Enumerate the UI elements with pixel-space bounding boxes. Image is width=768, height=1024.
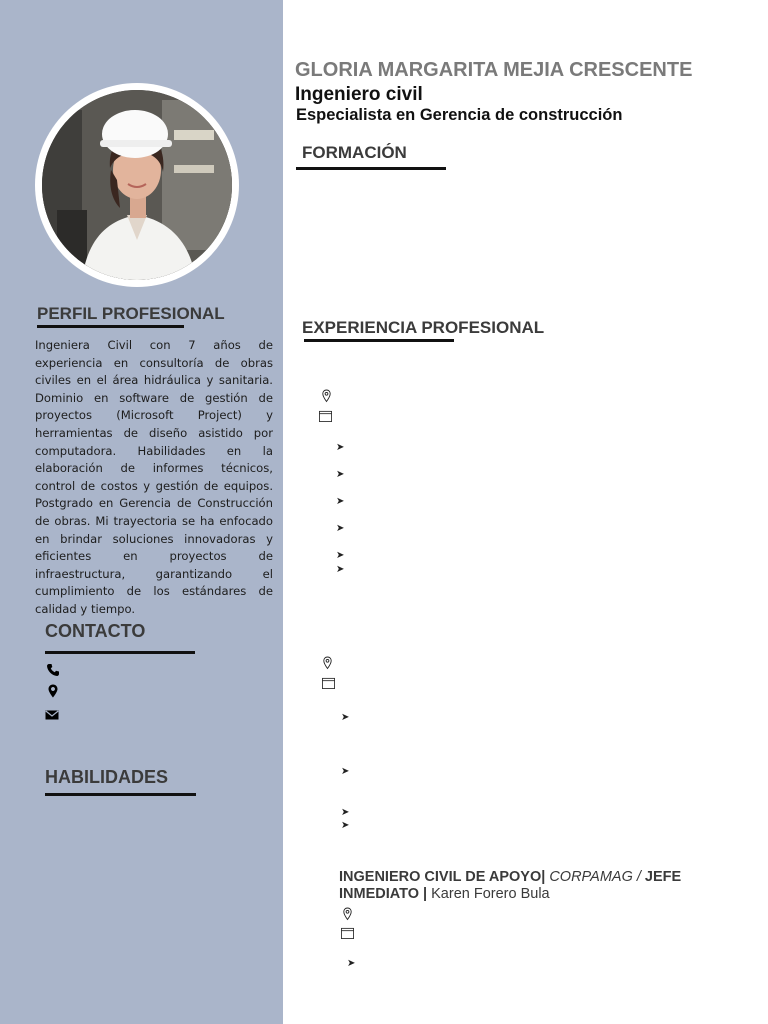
bullet-arrow-icon: ➤ [341, 807, 350, 818]
skills-heading: HABILIDADES [45, 767, 169, 787]
job-boss-label: JEFE INMEDIATO | [339, 869, 682, 902]
bullet-arrow-icon: ➤ [347, 958, 356, 969]
location-pin-icon [321, 656, 334, 670]
profile-photo [42, 90, 232, 280]
calendar-icon [341, 926, 354, 940]
education-heading: FORMACIÓN [302, 143, 407, 162]
profile-summary: Ingeniera Civil con 7 años de experiencia en consultoría de obras civiles en el área hidráulica y sanitaria. Dominio en software de gestión de proyectos (Microsoft Project) y herramientas de diseño asistido por computadora. Habilidades en la elaboración de informes técnicos, control de costos y gestión de equipos. Postgrado en Gerencia de Construcción de obras. Mi trayectoria se ha enfocado en brindar soluciones innovadoras y eficientes en proyectos de infraestructura, garantizando el cumplimiento de los estándares de calidad y tiempo. [35, 338, 273, 616]
phone-icon [46, 663, 60, 677]
job-role: INGENIERO CIVIL DE APOYO| [339, 869, 546, 885]
skills-heading-rule [45, 793, 196, 796]
job-company: CORPAMAG / [545, 869, 641, 885]
candidate-name: GLORIA MARGARITA MEJIA CRESCENTE [295, 59, 693, 81]
experience-heading: EXPERIENCIA PROFESIONAL [302, 318, 545, 337]
education-heading-rule [296, 167, 446, 170]
profile-heading-rule [37, 325, 184, 328]
location-pin-icon [341, 907, 354, 921]
bullet-arrow-icon: ➤ [336, 564, 345, 575]
profile-photo-illustration [42, 90, 232, 280]
profile-heading: PERFIL PROFESIONAL [37, 304, 225, 323]
experience-heading-rule [304, 339, 454, 342]
specialty-title: Especialista en Gerencia de construcción [296, 106, 623, 124]
contact-heading-rule [45, 651, 195, 654]
bullet-arrow-icon: ➤ [336, 469, 345, 480]
job-title: Ingeniero civil [295, 84, 423, 105]
location-pin-icon [320, 389, 333, 403]
bullet-arrow-icon: ➤ [336, 523, 345, 534]
contact-heading: CONTACTO [45, 621, 146, 641]
location-pin-icon [46, 684, 60, 698]
job-boss-name: Karen Forero Bula [427, 885, 550, 902]
calendar-icon [322, 676, 335, 690]
bullet-arrow-icon: ➤ [336, 442, 345, 453]
bullet-arrow-icon: ➤ [336, 496, 345, 507]
job-entry-header [339, 869, 729, 902]
bullet-arrow-icon: ➤ [341, 766, 350, 777]
calendar-icon [319, 409, 332, 423]
bullet-arrow-icon: ➤ [341, 820, 350, 831]
envelope-icon [45, 708, 59, 722]
bullet-arrow-icon: ➤ [336, 550, 345, 561]
bullet-arrow-icon: ➤ [341, 712, 350, 723]
profile-photo-frame [35, 83, 239, 287]
